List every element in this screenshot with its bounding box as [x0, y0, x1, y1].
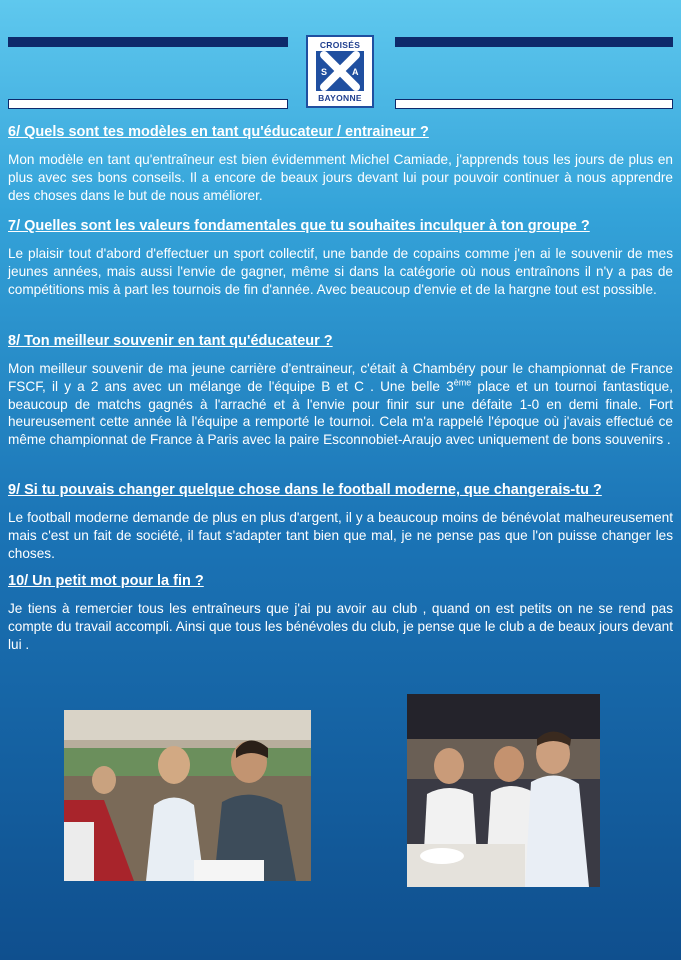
question-8: 8/ Ton meilleur souvenir en tant qu'éducateur ?: [8, 333, 333, 349]
cross-emblem-icon: [316, 51, 364, 91]
header-rule-left-light: [8, 99, 288, 109]
section-6: [8, 122, 673, 204]
logo-bottom-text: BAYONNE: [318, 93, 362, 103]
section-8: [8, 331, 673, 449]
header-rule-right-light: [395, 99, 673, 109]
question-10: 10/ Un petit mot pour la fin ?: [8, 573, 204, 589]
logo-letter-a: A: [352, 67, 359, 77]
answer-8-part2: place et un tournoi fantastique, beaucoup de matchs gagnés à l'arraché et à l'envie pour finir sur une défaite 1-0 en demi finale. Fort heureusement cette année là l'équipe a remporté le tournoi. Cela m'a rappelé l'époque où j'avais effectué ce même championnat de France à Paris avec la paire Esconnobiet-Araujo avec uniquement de bons souvenirs .: [8, 378, 673, 448]
header-rule-right-dark: [395, 37, 673, 47]
answer-9: Le football moderne demande de plus en plus d'argent, il y a beaucoup moins de bénévolat malheureusement mais c'est un fait de société, il faut s'adapter tant bien que mal, je ne pense pas que l'on puisse changer les choses.: [8, 510, 673, 561]
question-9: 9/ Si tu pouvais changer quelque chose dans le football moderne, que changerais-tu ?: [8, 482, 602, 498]
answer-8-ordinal-suffix: ème: [453, 377, 472, 388]
logo-top-text: CROISÉS: [319, 40, 361, 50]
photo-left: [64, 710, 311, 881]
answer-7: Le plaisir tout d'abord d'effectuer un sport collectif, une bande de copains comme j'en ai le souvenir de mes jeunes années, mais aussi l'envie de gagner, même si dans la catégorie où nous entraînons il n'y a pas de compétitions mis à part les tournois de fin d'année. Avec beaucoup d'envie et de la hargne tout est possible.: [8, 246, 673, 297]
answer-8-part1: Mon meilleur souvenir de ma jeune carrière d'entraineur, c'était à Chambéry pour le championnat de France FSCF, il y a 2 ans avec un mélange de l'équipe B et C . Une belle: [8, 361, 673, 394]
photo-left-image: [64, 710, 311, 881]
answer-10: Je tiens à remercier tous les entraîneurs que j'ai pu avoir au club , quand on est petits on ne se rend pas compte du travail accompli. Ainsi que tous les bénévoles du club, je pense que le club a de beaux jours devant lui .: [8, 601, 673, 652]
answer-8: [8, 360, 673, 449]
section-10: [8, 571, 673, 653]
question-7: 7/ Quelles sont les valeurs fondamentales que tu souhaites inculquer à ton groupe ?: [8, 218, 590, 234]
answer-6: Mon modèle en tant qu'entraîneur est bien évidemment Michel Camiade, j'apprends tous les jours de plus en plus avec ses bons conseils. Il a encore de beaux jours devant lui pour pouvoir continuer à nous apprendre des choses dans le but de nous améliorer.: [8, 152, 673, 203]
section-9: [8, 480, 673, 562]
section-7: [8, 216, 673, 298]
question-6: 6/ Quels sont tes modèles en tant qu'éducateur / entraineur ?: [8, 124, 429, 140]
logo-emblem: [316, 51, 364, 91]
club-logo: [306, 35, 374, 108]
answer-8-ordinal: 3: [446, 378, 454, 394]
header-rule-left-dark: [8, 37, 288, 47]
logo-letter-s: S: [321, 67, 328, 77]
photo-right-image: [407, 694, 600, 887]
photo-right: [407, 694, 600, 887]
